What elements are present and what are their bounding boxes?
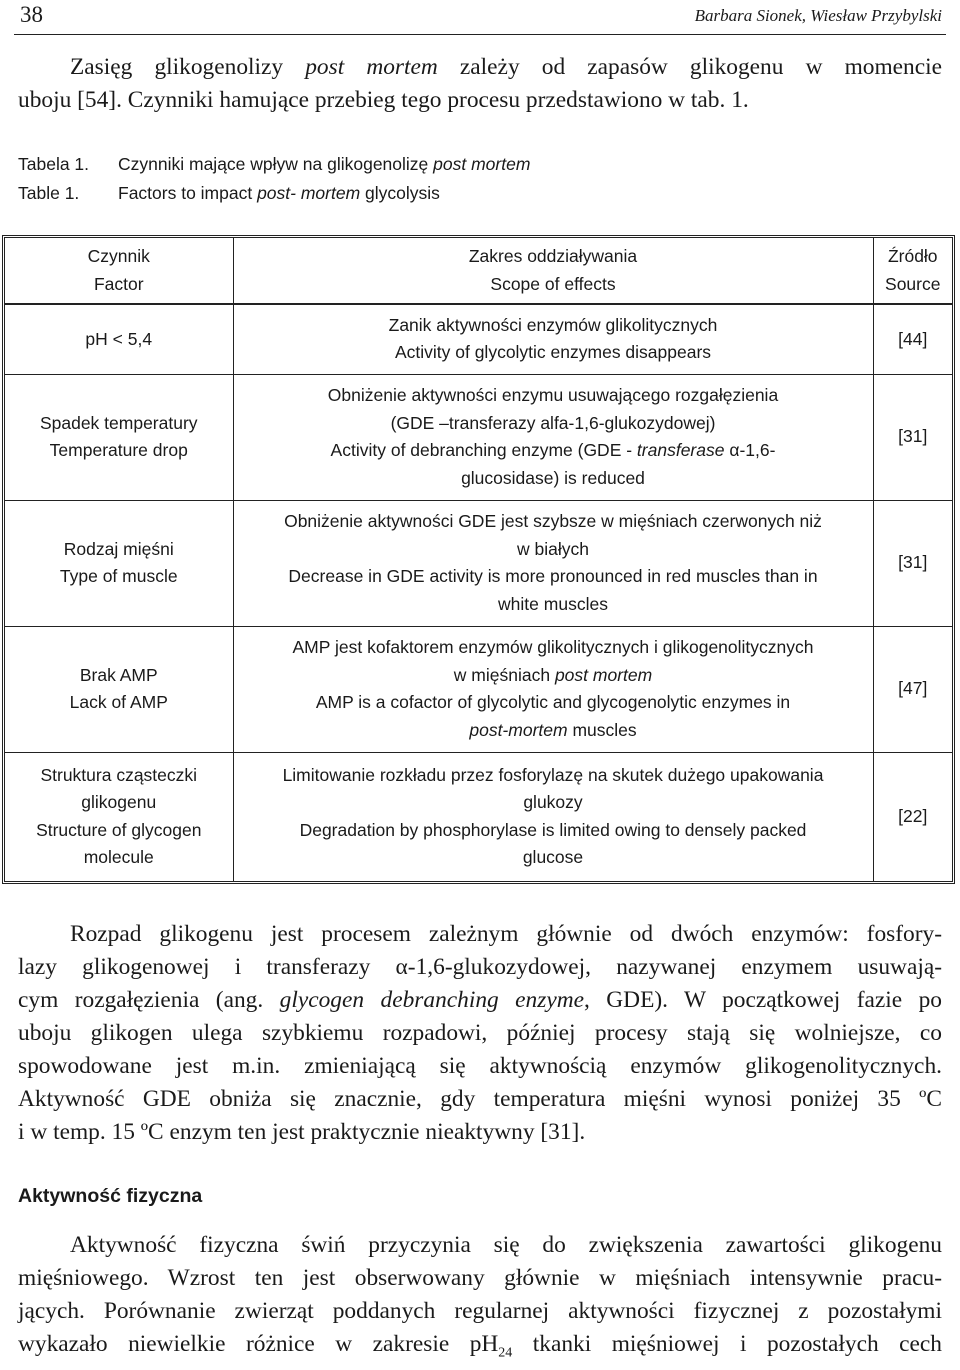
text-line: cym rozgałęzienia (ang. glycogen debranching enzyme, GDE). W początkowej fazie po	[18, 987, 942, 1013]
intro-paragraph	[18, 51, 942, 117]
table-row	[5, 752, 952, 881]
scope-cell: Obniżenie aktywności enzymu usuwającego rozgałęzienia (GDE –transferazy alfa-1,6-glukozydowej) Activity of debranching enzyme (GDE - transferase α-1,6- glucosidase) is reduced	[233, 374, 873, 500]
factor-cell: Rodzaj mięśni Type of muscle	[5, 500, 233, 626]
body-paragraph-1	[18, 918, 942, 1149]
scope-cell: Zanik aktywności enzymów glikolitycznych Activity of glycolytic enzymes disappears	[233, 304, 873, 374]
header-source: Źródło Source	[873, 238, 952, 304]
text-line: wykazało niewielkie różnice w zakresie $pH_{24}$ tkanki mięśniowej i pozostałych cech	[18, 1331, 942, 1361]
text-line: uboju glikogen ulega szybkiemu rozpadowi, później procesy stają się wolniejsze, co	[18, 1020, 942, 1046]
source-cell: [44]	[898, 328, 928, 349]
scope-cell: Obniżenie aktywności GDE jest szybsze w mięśniach czerwonych niż w białych Decrease in GDE activity is more pronounced in red muscles than in white muscles	[233, 500, 873, 626]
text-line: Aktywność fizyczna świń przyczynia się do zwiększenia zawartości glikogenu	[70, 1232, 942, 1258]
intro-line-2: uboju [54]. Czynniki hamujące przebieg tego procesu przedstawiono w tab. 1.	[18, 87, 749, 113]
scope-cell: Limitowanie rozkładu przez fosforylazę na skutek dużego upakowania glukozy Degradation by phosphorylase is limited owing to densely packed glucose	[233, 752, 873, 881]
table-caption	[18, 150, 530, 208]
section-heading: Aktywność fizyczna	[18, 1185, 203, 1207]
text-line: spowodowane jest m.in. zmieniającą się aktywnością enzymów glikogenolitycznych.	[18, 1053, 942, 1079]
page-header	[14, 0, 946, 35]
intro-line-1: Zasięg glikogenolizy post mortem zależy od zapasów glikogenu w momencie	[70, 54, 942, 80]
page-number: 38	[20, 2, 43, 27]
factor-cell: Brak AMP Lack of AMP	[5, 626, 233, 752]
caption-en: Table 1. Factors to impact post- mortem glycolysis	[18, 183, 440, 203]
source-cell: [31]	[873, 374, 952, 500]
running-head-authors: Barbara Sionek, Wiesław Przybylski	[694, 6, 942, 25]
text-line: i w temp. 15 ºC enzym ten jest praktycznie nieaktywny [31].	[18, 1119, 586, 1145]
text-line: jących. Porównanie zwierząt poddanych regularnej aktywności fizycznej z pozostałymi	[18, 1298, 942, 1324]
caption-pl: Tabela 1. Czynniki mające wpływ na glikogenolizę post mortem	[18, 154, 531, 174]
source-cell: [22]	[873, 752, 952, 881]
table-row	[5, 626, 952, 752]
header-factor: Czynnik Factor	[5, 238, 233, 304]
text-line: Rozpad glikogenu jest procesem zależnym głównie od dwóch enzymów: fosfory-	[70, 921, 942, 947]
source-cell: [31]	[873, 500, 952, 626]
scope-cell: AMP jest kofaktorem enzymów glikolitycznych i glikogenolitycznych w mięśniach post mortem AMP is a cofactor of glycolytic and glycogenolytic enzymes in post-mortem muscles	[233, 626, 873, 752]
header-scope: Zakres oddziaływania Scope of effects	[233, 238, 873, 304]
source-cell: [47]	[873, 626, 952, 752]
factor-cell: pH < 5,4	[5, 304, 233, 374]
factors-table	[2, 235, 955, 884]
table-row	[5, 500, 952, 626]
text-line: mięśniowego. Wzrost ten jest obserwowany głównie w mięśniach intensywnie pracu-	[18, 1265, 942, 1291]
table-row	[5, 374, 952, 500]
factor-cell: Struktura cząsteczki glikogenu Structure of glycogen molecule	[5, 752, 233, 881]
body-paragraph-2	[18, 1229, 942, 1370]
factor-cell: Spadek temperatury Temperature drop	[5, 374, 233, 500]
text-line: lazy glikogenowej i transferazy α-1,6-glukozydowej, nazywanej enzymem usuwają-	[18, 954, 942, 980]
table-row	[5, 304, 952, 374]
text-line: Aktywność GDE obniża się znacznie, gdy temperatura mięśni wynosi poniżej 35 ºC	[18, 1086, 942, 1112]
table-header-row	[5, 238, 952, 304]
